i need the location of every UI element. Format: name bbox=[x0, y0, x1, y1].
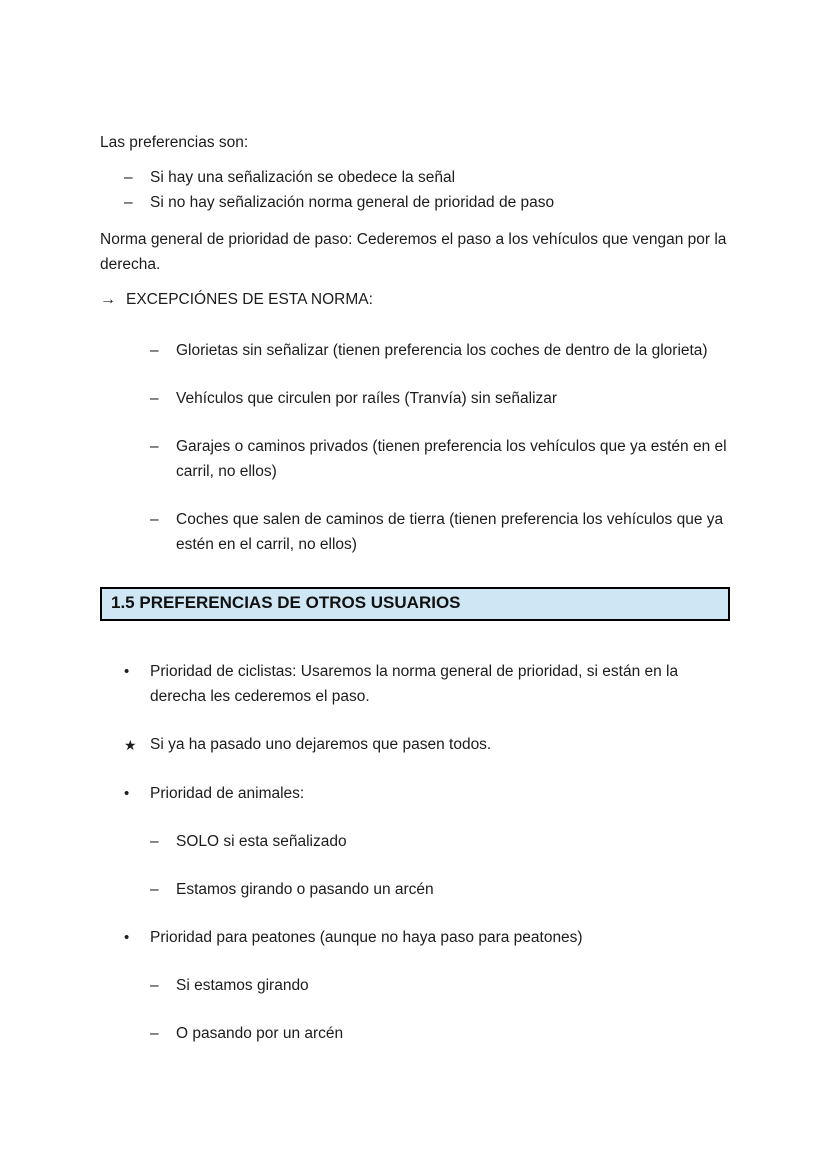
dash-icon: – bbox=[150, 390, 159, 407]
intro-list bbox=[100, 165, 730, 215]
norma-paragraph: Norma general de prioridad de paso: Cederemos el paso a los vehículos que vengan por la derecha. bbox=[100, 231, 727, 273]
dash-icon: – bbox=[124, 194, 133, 211]
dash-icon: – bbox=[150, 511, 159, 528]
dash-icon: – bbox=[150, 833, 159, 850]
list-item bbox=[124, 659, 730, 709]
list-item-text: Prioridad de animales: bbox=[150, 785, 305, 802]
bullet-icon: • bbox=[124, 663, 130, 680]
list-item-text: Si estamos girando bbox=[176, 977, 309, 994]
list-item bbox=[150, 507, 730, 557]
list-item-text: Coches que salen de caminos de tierra (tienen preferencia los vehículos que ya estén en el carril, no ellos) bbox=[176, 511, 724, 553]
list-item bbox=[124, 732, 730, 758]
dash-icon: – bbox=[150, 1025, 159, 1042]
section-heading-box bbox=[100, 587, 730, 621]
list-item bbox=[124, 165, 730, 190]
list-item bbox=[124, 781, 730, 806]
arrow-icon: → bbox=[100, 291, 116, 308]
list-item bbox=[150, 338, 730, 363]
bullet-icon: • bbox=[124, 785, 130, 802]
list-item bbox=[150, 386, 730, 411]
exceptions-title-row bbox=[100, 287, 730, 312]
list-item bbox=[150, 1021, 730, 1046]
list-item-text: Estamos girando o pasando un arcén bbox=[176, 881, 434, 898]
dash-icon: – bbox=[150, 342, 159, 359]
list-item-text: Prioridad de ciclistas: Usaremos la norma general de prioridad, si están en la derecha les cederemos el paso. bbox=[150, 663, 679, 705]
list-item-text: Prioridad para peatones (aunque no haya paso para peatones) bbox=[150, 929, 583, 946]
list-item bbox=[124, 925, 730, 950]
dash-icon: – bbox=[150, 438, 159, 455]
usuarios-list bbox=[100, 659, 730, 1046]
exceptions-list bbox=[100, 338, 730, 557]
list-item-text: Garajes o caminos privados (tienen preferencia los vehículos que ya estén en el carril, no ellos) bbox=[176, 438, 727, 480]
list-item bbox=[150, 973, 730, 998]
intro-text: Las preferencias son: bbox=[100, 134, 249, 151]
dash-icon: – bbox=[150, 977, 159, 994]
bullet-icon: • bbox=[124, 929, 130, 946]
dash-icon: – bbox=[150, 881, 159, 898]
list-item bbox=[150, 434, 730, 484]
list-item-text: Glorietas sin señalizar (tienen preferencia los coches de dentro de la glorieta) bbox=[176, 342, 708, 359]
list-item bbox=[150, 877, 730, 902]
list-item-text: SOLO si esta señalizado bbox=[176, 833, 347, 850]
list-item bbox=[150, 829, 730, 854]
list-item-text: Si ya ha pasado uno dejaremos que pasen todos. bbox=[150, 736, 492, 753]
list-item bbox=[124, 190, 730, 215]
star-icon: ★ bbox=[124, 737, 137, 753]
exceptions-title: EXCEPCIÓNES DE ESTA NORMA: bbox=[126, 291, 373, 308]
dash-icon: – bbox=[124, 169, 133, 186]
section-heading: 1.5 PREFERENCIAS DE OTROS USUARIOS bbox=[111, 593, 461, 612]
list-item-text: Vehículos que circulen por raíles (Tranvía) sin señalizar bbox=[176, 390, 558, 407]
list-item-text: Si no hay señalización norma general de prioridad de paso bbox=[150, 194, 555, 211]
list-item-text: Si hay una señalización se obedece la señal bbox=[150, 169, 456, 186]
list-item-text: O pasando por un arcén bbox=[176, 1025, 344, 1042]
